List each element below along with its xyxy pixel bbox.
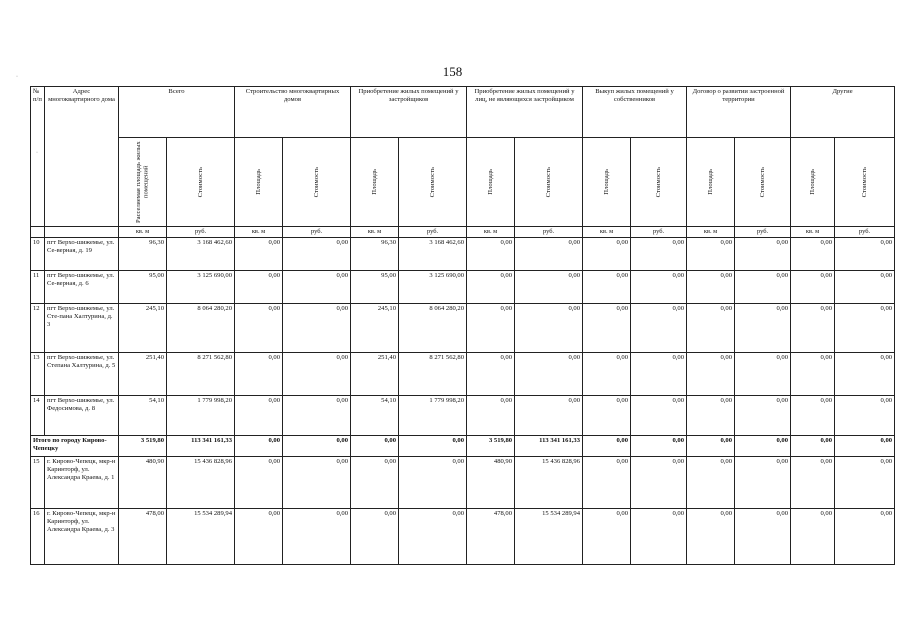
cell-area: 480,90 [119,456,167,508]
unit-cost: руб. [167,227,235,238]
row-number: 13 [31,352,45,395]
cell-cost: 0,00 [835,270,895,303]
cell-area: 245,10 [119,303,167,352]
total-cost: 113 341 161,33 [515,435,583,456]
unit-cost: руб. [399,227,467,238]
cell-area: 0,00 [791,395,835,435]
cell-area: 0,00 [583,352,631,395]
unit-area: кв. м [119,227,167,238]
subheader-label: Стоимость [860,166,868,198]
cell-cost: 3 125 690,00 [167,270,235,303]
cell-cost: 0,00 [631,508,687,564]
cell-area: 0,00 [687,352,735,395]
header-group: Приобретение жилых помещений у лиц, не являющихся застройщиком [467,87,583,138]
cell-area: 0,00 [235,508,283,564]
subheader-label: Площадь [808,169,816,195]
subheader-label: Стоимость [312,166,320,198]
cell-area: 0,00 [791,508,835,564]
cell-area: 0,00 [687,270,735,303]
header-group: Выкуп жилых помещений у собственников [583,87,687,138]
cell-cost: 0,00 [283,303,351,352]
subheader-label: Площадь [486,169,494,195]
subheader-label: Площадь [706,169,714,195]
cell-area: 0,00 [235,352,283,395]
cell-area: 0,00 [687,395,735,435]
cell-cost: 15 436 828,96 [515,456,583,508]
subheader-cost [735,138,791,227]
unit-area: кв. м [351,227,399,238]
subheader-cost [399,138,467,227]
total-cost: 0,00 [631,435,687,456]
cell-cost: 0,00 [283,352,351,395]
subheader-area [583,138,631,227]
total-label: Итого по городу Кирово-Чепецку [31,435,119,456]
row-number: 16 [31,508,45,564]
cell-area: 251,40 [119,352,167,395]
total-area: 3 519,80 [119,435,167,456]
subheader-label: Стоимость [196,166,204,198]
cell-cost: 0,00 [735,270,791,303]
table-row [31,352,895,395]
cell-cost: 0,00 [515,352,583,395]
subheader-cost [167,138,235,227]
subheader-label: Стоимость [544,166,552,198]
cell-cost: 3 168 462,60 [399,237,467,270]
table-row [31,395,895,435]
cell-cost: 0,00 [515,237,583,270]
header-address: Адрес многоквартирного дома [45,87,119,227]
cell-cost: 0,00 [515,303,583,352]
row-number: 11 [31,270,45,303]
unit-cost: руб. [283,227,351,238]
cell-cost: 0,00 [835,395,895,435]
row-address: пгт Верхо-шижемье, ул. Федосимова, д. 8 [45,395,119,435]
cell-cost: 15 534 289,94 [167,508,235,564]
cell-cost: 0,00 [835,237,895,270]
cell-cost: 0,00 [835,508,895,564]
cell-area: 0,00 [467,303,515,352]
cell-area: 0,00 [583,237,631,270]
total-cost: 0,00 [835,435,895,456]
subheader-label: Площадь [254,169,262,195]
total-area: 3 519,80 [467,435,515,456]
cell-cost: 3 125 690,00 [399,270,467,303]
cell-area: 95,00 [119,270,167,303]
subheader-label: Площадь [602,169,610,195]
subheader-cost [283,138,351,227]
subheader-label: Площадь [370,169,378,195]
total-cost: 0,00 [735,435,791,456]
subheader-area [687,138,735,227]
row-address: г. Кирово-Чепецк, мкр-н Каринторф, ул. Александра Краева, д. 1 [45,456,119,508]
cell-area: 0,00 [467,270,515,303]
subheader-label: Расселяемая площадь жилых помещений [134,141,150,223]
table-row [31,508,895,564]
cell-cost: 8 064 280,20 [167,303,235,352]
cell-cost: 0,00 [735,456,791,508]
unit-area: кв. м [235,227,283,238]
unit-area: кв. м [583,227,631,238]
cell-area: 54,10 [351,395,399,435]
cell-area: 0,00 [235,303,283,352]
cell-cost: 0,00 [735,395,791,435]
subheader-label: Стоимость [428,166,436,198]
subheader-label: Стоимость [758,166,766,198]
total-cost: 0,00 [283,435,351,456]
total-cost: 113 341 161,33 [167,435,235,456]
total-area: 0,00 [687,435,735,456]
cell-area: 0,00 [583,508,631,564]
cell-cost: 0,00 [399,456,467,508]
row-number: 14 [31,395,45,435]
cell-cost: 1 779 998,20 [399,395,467,435]
cell-cost: 0,00 [399,508,467,564]
cell-cost: 0,00 [835,456,895,508]
subheader-area [235,138,283,227]
unit-cost: руб. [515,227,583,238]
cell-cost: 0,00 [631,270,687,303]
cell-cost: 0,00 [283,395,351,435]
row-address: пгт Верхо-шижемье, ул. Степана Халтурина, д. 5 [45,352,119,395]
cell-area: 0,00 [791,237,835,270]
cell-cost: 0,00 [735,303,791,352]
cell-cost: 15 436 828,96 [167,456,235,508]
subheader-label: Стоимость [654,166,662,198]
cell-cost: 8 064 280,20 [399,303,467,352]
table-row [31,456,895,508]
subheader-cost [631,138,687,227]
subheader-area [119,138,167,227]
cell-cost: 0,00 [631,237,687,270]
header-group: Строительство многоквартирных домов [235,87,351,138]
page-number: 158 [442,64,463,79]
header-no: № п/п [31,87,45,227]
table-row [31,270,895,303]
cell-cost: 0,00 [631,456,687,508]
cell-cost: 0,00 [631,352,687,395]
cell-area: 0,00 [235,237,283,270]
cell-area: 480,90 [467,456,515,508]
total-cost: 0,00 [399,435,467,456]
cell-area: 0,00 [583,456,631,508]
cell-cost: 0,00 [515,270,583,303]
cell-area: 0,00 [687,456,735,508]
housing-table [30,86,895,565]
cell-cost: 0,00 [515,395,583,435]
cell-area: 478,00 [467,508,515,564]
cell-cost: 0,00 [735,508,791,564]
cell-area: 0,00 [583,270,631,303]
cell-cost: 0,00 [283,508,351,564]
cell-area: 0,00 [583,395,631,435]
header-group: Приобретение жилых помещений у застройщиков [351,87,467,138]
unit-area: кв. м [467,227,515,238]
total-row [31,435,895,456]
cell-area: 0,00 [235,395,283,435]
row-number: 12 [31,303,45,352]
cell-cost: 0,00 [631,395,687,435]
cell-area: 0,00 [791,456,835,508]
unit-cell-empty [31,227,45,238]
cell-cost: 0,00 [283,456,351,508]
cell-area: 0,00 [791,352,835,395]
cell-area: 251,40 [351,352,399,395]
cell-area: 0,00 [467,352,515,395]
header-group: Другие [791,87,895,138]
cell-area: 0,00 [791,303,835,352]
subheader-area [467,138,515,227]
subheader-cost [835,138,895,227]
total-area: 0,00 [351,435,399,456]
cell-area: 0,00 [235,270,283,303]
unit-cell-empty [45,227,119,238]
table-row [31,237,895,270]
row-address: пгт Верхо-шижемье, ул. Се-верная, д. 19 [45,237,119,270]
cell-area: 0,00 [687,303,735,352]
cell-cost: 0,00 [835,303,895,352]
cell-cost: 0,00 [283,237,351,270]
unit-area: кв. м [687,227,735,238]
subheader-area [791,138,835,227]
subheader-area [351,138,399,227]
cell-area: 0,00 [791,270,835,303]
cell-area: 0,00 [351,508,399,564]
unit-cost: руб. [631,227,687,238]
cell-area: 0,00 [687,237,735,270]
cell-cost: 0,00 [283,270,351,303]
total-area: 0,00 [235,435,283,456]
cell-area: 0,00 [467,395,515,435]
row-address: пгт Верхо-шижемье, ул. Сте-пана Халтурина, д. 3 [45,303,119,352]
total-area: 0,00 [791,435,835,456]
row-address: г. Кирово-Чепецк, мкр-н Каринторф, ул. Александра Краева, д. 3 [45,508,119,564]
cell-cost: 15 534 289,94 [515,508,583,564]
total-area: 0,00 [583,435,631,456]
header-group: Договор о развитии застроенной территории [687,87,791,138]
cell-area: 245,10 [351,303,399,352]
cell-area: 95,00 [351,270,399,303]
cell-area: 0,00 [687,508,735,564]
header-group: Всего [119,87,235,138]
cell-area: 478,00 [119,508,167,564]
row-address: пгт Верхо-шижемье, ул. Се-верная, д. 6 [45,270,119,303]
row-number: 15 [31,456,45,508]
unit-cost: руб. [735,227,791,238]
cell-cost: 8 271 562,80 [399,352,467,395]
cell-area: 54,10 [119,395,167,435]
unit-area: кв. м [791,227,835,238]
unit-cost: руб. [835,227,895,238]
cell-cost: 0,00 [735,237,791,270]
cell-area: 0,00 [351,456,399,508]
cell-cost: 3 168 462,60 [167,237,235,270]
cell-area: 96,30 [119,237,167,270]
cell-area: 0,00 [583,303,631,352]
cell-area: 0,00 [235,456,283,508]
cell-area: 0,00 [467,237,515,270]
cell-cost: 8 271 562,80 [167,352,235,395]
row-number: 10 [31,237,45,270]
cell-area: 96,30 [351,237,399,270]
cell-cost: 1 779 998,20 [167,395,235,435]
cell-cost: 0,00 [631,303,687,352]
cell-cost: 0,00 [735,352,791,395]
subheader-cost [515,138,583,227]
table-row [31,303,895,352]
cell-cost: 0,00 [835,352,895,395]
